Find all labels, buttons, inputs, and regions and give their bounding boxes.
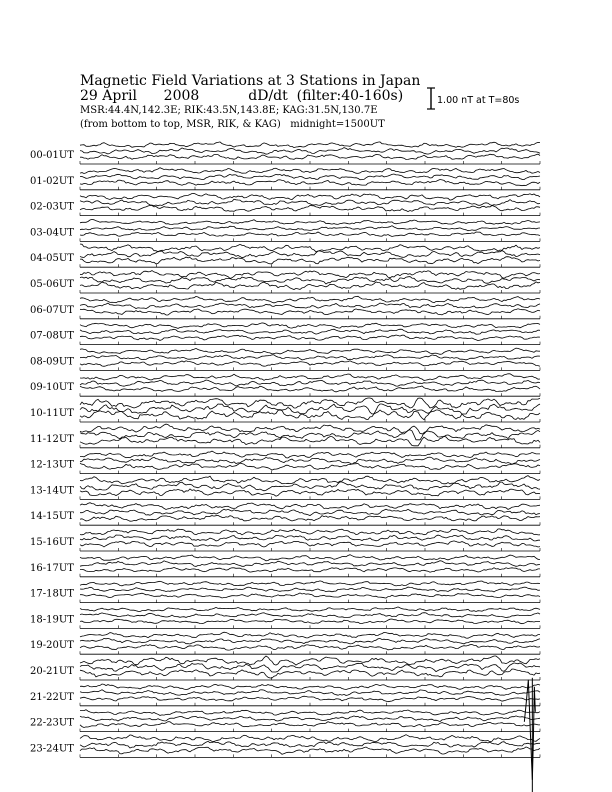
row-label: 02-03UT xyxy=(30,201,74,213)
hour-row-06-07UT xyxy=(30,296,540,319)
row-label: 01-02UT xyxy=(30,175,74,187)
trace-msr xyxy=(80,669,540,678)
row-label: 19-20UT xyxy=(30,640,74,652)
trace-kag xyxy=(80,684,540,690)
trace-msr xyxy=(80,645,540,651)
trace-rik xyxy=(80,587,540,592)
trace-rik xyxy=(80,303,540,309)
trace-kag xyxy=(80,710,540,716)
trace-msr xyxy=(80,722,540,728)
trace-kag xyxy=(80,296,540,303)
row-label: 08-09UT xyxy=(30,356,74,368)
trace-kag xyxy=(80,142,540,148)
trace-msr xyxy=(80,619,540,624)
trace-rik xyxy=(80,226,540,231)
trace-rik xyxy=(80,535,540,541)
trace-msr xyxy=(80,489,540,496)
trace-rik xyxy=(80,430,540,440)
trace-msr xyxy=(80,463,540,470)
row-label: 12-13UT xyxy=(30,459,74,471)
row-label: 21-22UT xyxy=(30,691,74,703)
hour-row-19-20UT xyxy=(30,632,540,654)
trace-kag xyxy=(80,735,540,742)
trace-kag xyxy=(80,271,540,279)
trace-msr xyxy=(80,361,540,367)
trace-kag xyxy=(80,323,540,329)
row-label: 11-12UT xyxy=(30,433,74,445)
trace-rik xyxy=(80,380,540,386)
trace-msr xyxy=(80,541,540,547)
trace-rik xyxy=(80,277,540,284)
hour-row-15-16UT xyxy=(30,529,540,551)
hour-row-03-04UT xyxy=(30,219,540,241)
row-label: 16-17UT xyxy=(30,562,74,574)
chart-date-line: 29 April 2008 dD/dt (filter:40-160s) xyxy=(80,88,404,104)
row-label: 15-16UT xyxy=(30,537,74,548)
hour-row-17-18UT xyxy=(30,581,540,603)
trace-rik xyxy=(80,199,540,206)
trace-rik xyxy=(80,355,540,360)
row-label: 03-04UT xyxy=(30,227,74,239)
trace-msr xyxy=(80,180,540,186)
hour-row-20-21UT xyxy=(30,656,540,680)
trace-msr xyxy=(80,386,540,392)
hour-row-18-19UT xyxy=(30,607,540,629)
trace-rik xyxy=(80,613,540,618)
trace-rik xyxy=(80,638,540,644)
hour-row-04-05UT xyxy=(30,244,540,267)
trace-msr xyxy=(80,205,540,211)
hour-row-11-12UT xyxy=(30,424,540,448)
trace-rik xyxy=(80,404,540,414)
hour-row-16-17UT xyxy=(30,555,540,577)
trace-msr xyxy=(80,232,540,237)
trace-msr xyxy=(80,696,540,702)
hour-row-09-10UT xyxy=(30,374,540,396)
trace-rik xyxy=(80,329,540,334)
trace-msr xyxy=(80,747,540,754)
trace-msr xyxy=(80,154,540,159)
row-label: 05-06UT xyxy=(30,279,74,290)
trace-kag xyxy=(80,632,540,638)
row-label: 09-10UT xyxy=(30,382,74,394)
trace-msr xyxy=(80,257,540,264)
hour-row-21-22UT xyxy=(30,684,540,706)
hour-row-10-11UT xyxy=(30,398,540,422)
trace-kag xyxy=(80,168,540,174)
trace-kag xyxy=(80,529,540,535)
trace-kag xyxy=(80,581,540,586)
row-label: 17-18UT xyxy=(30,588,74,600)
trace-msr xyxy=(80,282,540,290)
hour-row-02-03UT xyxy=(30,193,540,215)
trace-kag xyxy=(80,398,540,408)
row-label: 13-14UT xyxy=(30,485,74,497)
trace-msr xyxy=(80,567,540,572)
trace-rik xyxy=(80,457,540,464)
trace-kag xyxy=(80,656,540,665)
hour-row-00-01UT xyxy=(30,142,540,164)
row-label: 10-11UT xyxy=(30,408,74,419)
trace-kag xyxy=(80,451,540,458)
hour-row-23-24UT xyxy=(30,735,540,758)
trace-kag xyxy=(80,476,540,484)
trace-rik xyxy=(80,148,540,155)
trace-kag xyxy=(80,244,540,252)
trace-kag xyxy=(80,193,540,200)
trace-rik xyxy=(80,690,540,696)
scale-bar xyxy=(427,88,435,109)
hour-row-14-15UT xyxy=(30,503,540,526)
trace-rik xyxy=(80,251,540,258)
chart-order-line: (from bottom to top, MSR, RIK, & KAG) midnight=1500UT xyxy=(80,119,385,130)
row-label: 07-08UT xyxy=(30,330,74,342)
hour-row-01-02UT xyxy=(30,168,540,190)
trace-kag xyxy=(80,219,540,224)
end-of-day-excursion xyxy=(524,680,535,780)
trace-kag xyxy=(80,374,540,381)
trace-rik xyxy=(80,561,540,567)
row-label: 00-01UT xyxy=(30,150,74,161)
hour-row-07-08UT xyxy=(30,323,540,345)
trace-msr xyxy=(80,335,540,341)
trace-msr xyxy=(80,515,540,521)
row-label: 06-07UT xyxy=(30,304,74,316)
row-label: 20-21UT xyxy=(30,666,74,677)
trace-kag xyxy=(80,503,540,510)
trace-msr xyxy=(80,436,540,446)
row-label: 04-05UT xyxy=(30,253,74,265)
trace-rik xyxy=(80,741,540,748)
trace-rik xyxy=(80,482,540,491)
row-label: 23-24UT xyxy=(30,743,74,755)
hour-row-05-06UT xyxy=(30,271,540,293)
trace-msr xyxy=(80,309,540,315)
trace-msr xyxy=(80,593,540,598)
trace-kag xyxy=(80,607,540,612)
chart-title: Magnetic Field Variations at 3 Stations in Japan xyxy=(80,73,421,89)
trace-msr xyxy=(80,410,540,420)
trace-rik xyxy=(80,509,540,515)
row-label: 18-19UT xyxy=(30,614,74,626)
trace-rik xyxy=(80,174,540,180)
chart-stations-line: MSR:44.4N,142.3E; RIK:43.5N,143.8E; KAG:31.5N,130.7E xyxy=(80,105,378,116)
trace-kag xyxy=(80,555,540,561)
trace-rik xyxy=(80,716,540,722)
hour-row-13-14UT xyxy=(30,476,540,500)
row-label: 14-15UT xyxy=(30,511,74,523)
hour-row-12-13UT xyxy=(30,451,540,474)
trace-kag xyxy=(80,348,540,354)
scale-bar-label: 1.00 nT at T=80s xyxy=(437,95,520,106)
hour-row-22-23UT xyxy=(30,710,540,732)
hour-row-08-09UT xyxy=(30,348,540,370)
row-label: 22-23UT xyxy=(30,717,74,729)
